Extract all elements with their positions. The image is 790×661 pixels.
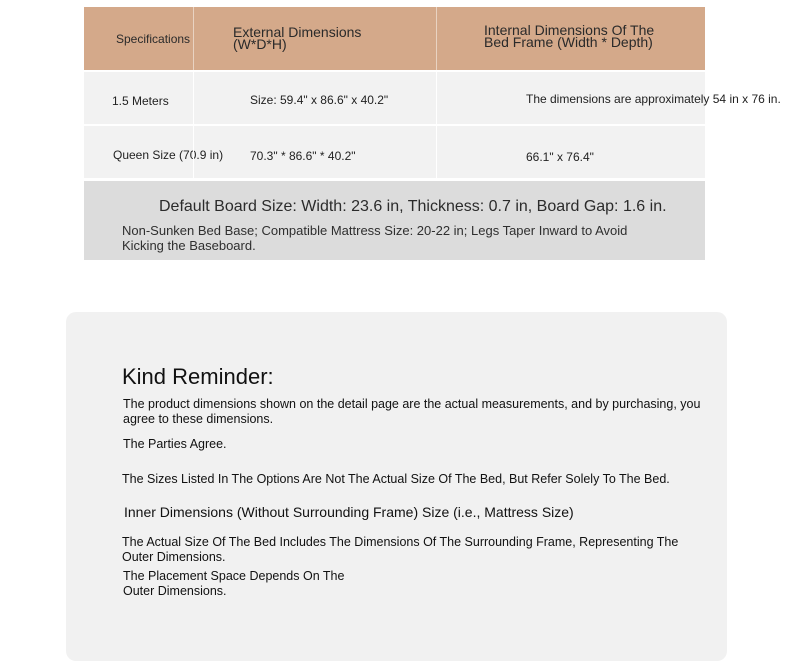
row2-external: 70.3" * 86.6" * 40.2"	[250, 149, 356, 163]
row2-internal: 66.1" x 76.4"	[526, 150, 594, 164]
table-cell-internal	[436, 72, 781, 124]
row1-internal: The dimensions are approximately 54 in x 76 in.	[526, 92, 781, 106]
reminder-paragraph: The Sizes Listed In The Options Are Not The Actual Size Of The Bed, But Refer Solely To The Bed.	[122, 472, 670, 486]
table-cell-external	[193, 72, 436, 124]
bed-base-note: Non-Sunken Bed Base; Compatible Mattress Size: 20-22 in; Legs Taper Inward to Avoid Kicking the Baseboard.	[122, 223, 628, 253]
row1-external: Size: 59.4" x 86.6" x 40.2"	[250, 93, 389, 107]
default-board-size: Default Board Size: Width: 23.6 in, Thickness: 0.7 in, Board Gap: 1.6 in.	[159, 198, 667, 215]
table-cell-internal	[436, 126, 705, 178]
header-cell-external	[193, 7, 436, 70]
table-cell-size	[84, 126, 224, 178]
table-row	[84, 72, 781, 124]
kind-reminder-panel	[66, 312, 727, 661]
reminder-paragraph: The product dimensions shown on the detail page are the actual measurements, and by purchasing, you agree to these dimensions.	[123, 397, 701, 426]
table-row	[84, 126, 705, 178]
row2-size: Queen Size (70.9 in)	[113, 148, 224, 162]
row1-size: 1.5 Meters	[112, 94, 169, 108]
default-board-block	[84, 181, 705, 260]
reminder-paragraph-line1: The Placement Space Depends On The	[123, 569, 345, 583]
spec-table	[84, 7, 781, 178]
header-external-line2: (W*D*H)	[233, 36, 287, 52]
reminder-paragraph: The Parties Agree.	[123, 437, 227, 451]
reminder-paragraph: Inner Dimensions (Without Surrounding Frame) Size (i.e., Mattress Size)	[124, 504, 574, 520]
header-cell-internal	[436, 7, 705, 70]
reminder-paragraph-line2: Outer Dimensions.	[123, 583, 227, 598]
header-external-line1: External Dimensions	[233, 24, 362, 40]
table-cell-size	[84, 72, 193, 124]
header-internal	[484, 24, 654, 48]
reminder-paragraph	[123, 569, 344, 598]
header-specifications: Specifications	[116, 32, 191, 46]
table-header-row	[84, 7, 705, 70]
table-cell-external	[193, 126, 436, 178]
reminder-paragraph: The Actual Size Of The Bed Includes The Dimensions Of The Surrounding Frame, Representing The Outer Dimensions.	[122, 535, 679, 564]
header-internal-line2: Bed Frame (Width * Depth)	[484, 34, 653, 50]
header-external	[233, 26, 361, 50]
header-internal-line1: Internal Dimensions Of The	[484, 22, 655, 38]
reminder-title: Kind Reminder:	[122, 364, 274, 389]
header-cell-specifications	[84, 7, 193, 70]
